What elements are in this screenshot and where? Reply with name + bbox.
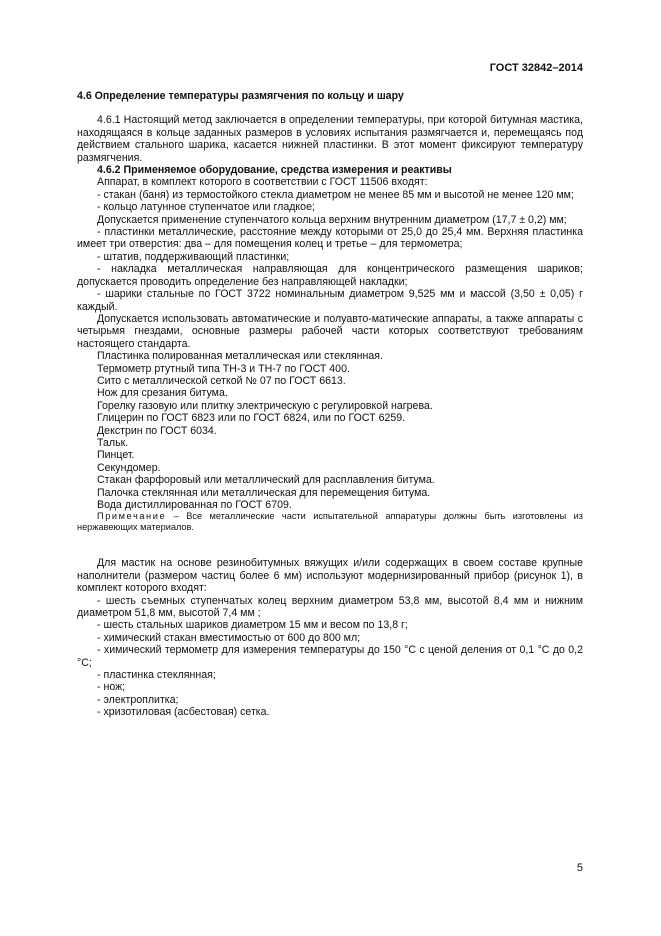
equipment-line: - пластинки металлические, расстояние между которыми от 25,0 до 25,4 мм. Верхняя пластинка имеет три отверстия: два – для помещения колец и третье – для термометра; [77,226,583,251]
modernized-device-line: - пластинка стеклянная; [97,669,216,682]
equipment-line: Допускается использовать автоматические и полуавто-матические аппараты, а также аппараты с четырьмя гнездами, основные размеры рабочей части которых соответствуют требованиям настоящего стандарта. [77,312,583,350]
paragraph-4-6-2-title: 4.6.2 Применяемое оборудование, средства измерения и реактивы [97,164,452,177]
modernized-device-line: - шесть съемных ступенчатых колец верхним диаметром 53,8 мм, высотой 8,4 мм и нижним диаметром 51,8 мм, высотой 7,4 мм ; [77,594,583,620]
material-line: Палочка стеклянная или металлическая для перемещения битума. [97,486,431,499]
material-line: Горелку газовую или плитку электрическую с регулировкой нагрева. [97,399,433,412]
note-text: – Все металлические части испытательной аппаратуры должны быть изготовлены из нержавеющих материалов. [77,511,583,533]
equipment-line: - штатив, поддерживающий пластинки; [97,250,290,263]
document-content [77,90,583,719]
material-line: Нож для срезания битума. [97,387,228,400]
modernized-device-line: - нож; [97,681,126,694]
mastic-intro: Для мастик на основе резинобитумных вяжущих и/или содержащих в своем составе крупные наполнители (размером частиц более 6 мм) используют модернизированный прибор (рисунок 1), в комплект которого входят: [77,557,583,595]
equipment-line: - накладка металлическая направляющая для концентрического размещения шариков; допускается проводить определение без направляющей накладки; [77,263,583,288]
page-number: 5 [576,861,583,874]
section-title: 4.6 Определение температуры размягчения по кольцу и шару [77,90,404,102]
equipment-line: Допускается применение ступенчатого кольца верхним внутренним диаметром (17,7 ± 0,2) мм; [97,213,567,226]
equipment-line: Аппарат, в комплект которого в соответствии с ГОСТ 11506 входят: [97,176,428,189]
modernized-device-line: - электроплитка; [97,693,179,706]
spacer [77,545,583,557]
equipment-line: - шарики стальные по ГОСТ 3722 номинальным диаметром 9,525 мм и массой (3,50 ± 0,05) г каждый. [77,288,583,313]
material-line: Пластинка полированная металлическая или стеклянная. [97,350,383,363]
note-label: Примечание [97,511,167,522]
paragraph-4-6-1: 4.6.1 Настоящий метод заключается в определении температуры, при которой битумная мастика, находящаяся в кольце заданных размеров в условиях испытания размягчается и, перемещаясь под действием стального шарика, касается нижней пластинки. В этот момент фиксируют температуру размягчения. [77,114,583,164]
modernized-device-line: - шесть стальных шариков диаметром 15 мм и весом по 13,8 г; [97,619,408,632]
spacer [77,533,583,545]
material-line: Пинцет. [97,449,135,462]
modernized-device-line: - химический стакан вместимостью от 600 до 800 мл; [97,631,361,644]
material-line: Стакан фарфоровый или металлический для расплавления битума. [97,474,435,487]
standard-code: ГОСТ 32842–2014 [489,62,583,74]
note [77,511,583,533]
material-line: Вода дистиллированная по ГОСТ 6709. [97,499,292,511]
equipment-line: - стакан (баня) из термостойкого стекла диаметром не менее 85 мм и высотой не менее 120 мм; [97,188,574,201]
material-line: Тальк. [97,436,129,449]
modernized-device-line: - хризотиловая (асбестовая) сетка. [97,706,270,719]
material-line: Секундомер. [97,461,161,474]
equipment-line: - кольцо латунное ступенчатое или гладкое; [97,201,315,214]
material-line: Термометр ртутный типа ТН-3 и ТН-7 по ГОСТ 400. [97,362,350,375]
material-line: Глицерин по ГОСТ 6823 или по ГОСТ 6824, или по ГОСТ 6259. [97,412,406,425]
modernized-device-line: - химический термометр для измерения температуры до 150 °С с ценой деления от 0,1 °С до 0,2 °С; [77,644,583,669]
material-line: Сито с металлической сеткой № 07 по ГОСТ 6613. [97,374,346,387]
material-line: Декстрин по ГОСТ 6034. [97,424,217,437]
